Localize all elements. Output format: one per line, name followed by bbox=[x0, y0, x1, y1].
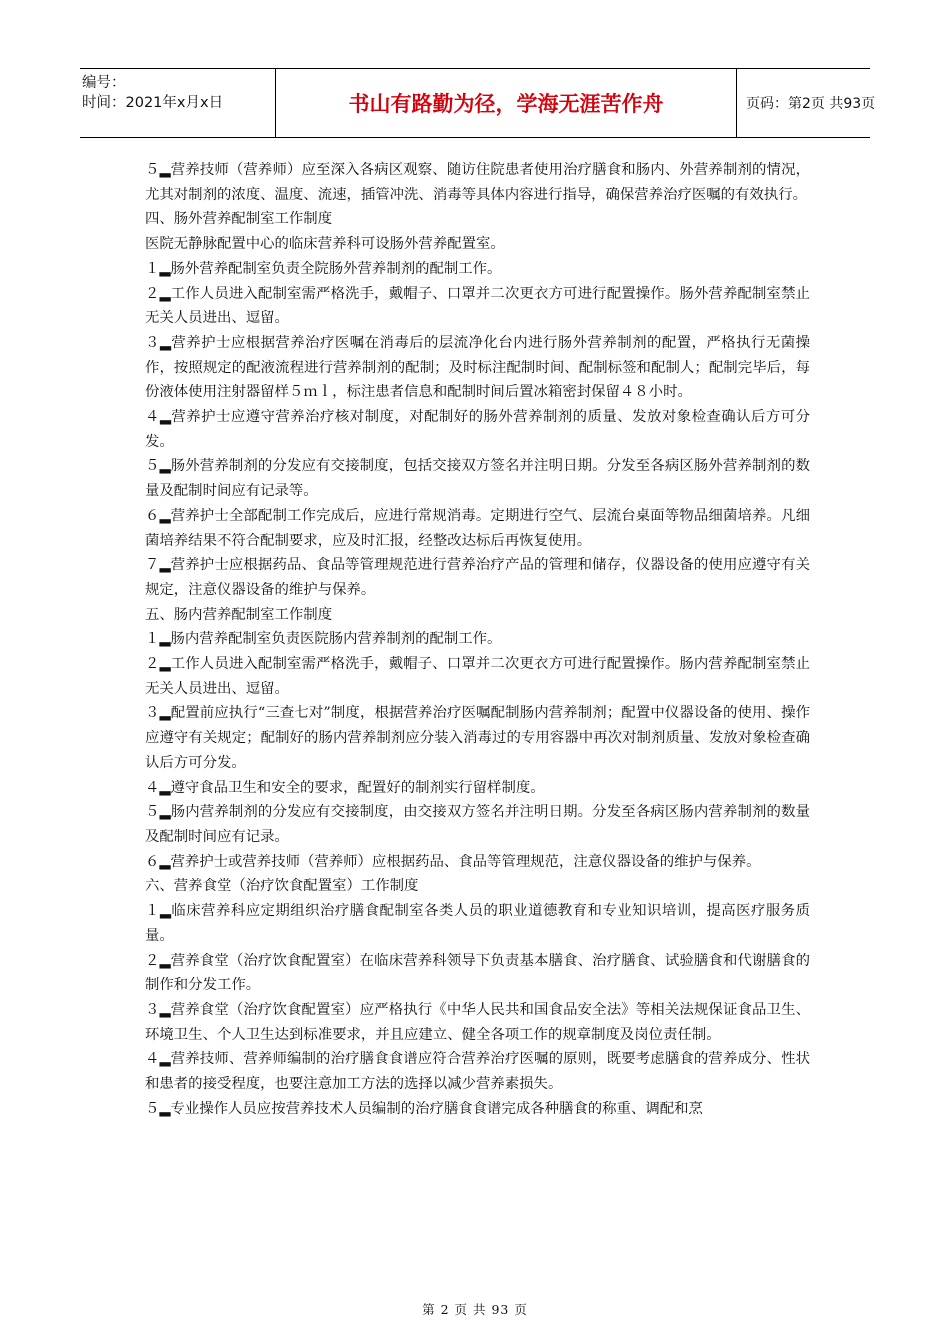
header-motto: 书山有路勤为径，学海无涯苦作舟 bbox=[276, 69, 737, 137]
paragraph: ４▂营养技师、营养师编制的治疗膳食食谱应符合营养治疗医嘱的原则，既要考虑膳食的营养成分、性状和患者的接受程度，也要注意加工方法的选择以减少营养素损失。 bbox=[145, 1051, 810, 1093]
doc-number-label: 编号： bbox=[82, 75, 126, 91]
paragraph: ５▂肠外营养制剂的分发应有交接制度，包括交接双方签名并注明日期。分发至各病区肠外营养制剂的数量及配制时间应有记录等。 bbox=[145, 458, 810, 500]
paragraph: ５▂专业操作人员应按营养技术人员编制的治疗膳食食谱完成各种膳食的称重、调配和烹 bbox=[145, 1100, 703, 1117]
page-header bbox=[80, 68, 876, 138]
header-meta bbox=[80, 69, 276, 137]
paragraph: ４▂营养护士应遵守营养治疗核对制度，对配制好的肠外营养制剂的质量、发放对象检查确认后方可分发。 bbox=[145, 409, 810, 450]
page-footer: 第 2 页 共 93 页 bbox=[422, 1302, 528, 1317]
paragraph: １▂肠内营养配制室负责医院肠内营养制剂的配制工作。 bbox=[145, 631, 502, 648]
paragraph: ３▂配置前应执行“三查七对”制度，根据营养治疗医嘱配制肠内营养制剂；配置中仪器设备的使用、操作应遵守有关规定；配制好的肠内营养制剂应分装入消毒过的专用容器中再次对制剂质量、发放对象检查确认后方可分发。 bbox=[145, 705, 810, 771]
section-heading: 四、肠外营养配制室工作制度 bbox=[145, 211, 333, 228]
paragraph: ３▂营养食堂（治疗饮食配置室）应严格执行《中华人民共和国食品安全法》等相关法规保证食品卫生、环境卫生、个人卫生达到标准要求，并且应建立、健全各项工作的规章制度及岗位责任制。 bbox=[145, 1001, 810, 1043]
paragraph: ３▂营养护士应根据营养治疗医嘱在消毒后的层流净化台内进行肠外营养制剂的配置，严格执行无菌操作，按照规定的配液流程进行营养制剂的配制；及时标注配制时间、配制标签和配制人；配制完毕后，每份液体使用注射器留样５ｍｌ，标注患者信息和配制时间后置冰箱密封保留４８小时。 bbox=[145, 334, 810, 401]
header-page-info: 页码：第2页 共93页 bbox=[746, 96, 876, 112]
paragraph: ２▂工作人员进入配制室需严格洗手，戴帽子、口罩并二次更衣方可进行配置操作。肠外营养配制室禁止无关人员进出、逗留。 bbox=[145, 285, 810, 327]
paragraph: ５▂营养技师（营养师）应至深入各病区观察、随访住院患者使用治疗膳食和肠内、外营养制剂的情况，尤其对制剂的浓度、温度、流速，插管冲洗、消毒等具体内容进行指导，确保营养治疗医嘱的有效执行。 bbox=[145, 162, 810, 203]
paragraph: ５▂肠内营养制剂的分发应有交接制度，由交接双方签名并注明日期。分发至各病区肠内营养制剂的数量及配制时间应有记录。 bbox=[145, 804, 810, 845]
paragraph: ２▂工作人员进入配制室需严格洗手，戴帽子、口罩并二次更衣方可进行配置操作。肠内营养配制室禁止无关人员进出、逗留。 bbox=[145, 656, 810, 697]
section-heading: 六、营养食堂（治疗饮食配置室）工作制度 bbox=[145, 878, 419, 895]
paragraph: １▂肠外营养配制室负责全院肠外营养制剂的配制工作。 bbox=[145, 260, 502, 277]
paragraph: ７▂营养护士应根据药品、食品等管理规范进行营养治疗产品的管理和储存，仪器设备的使用应遵守有关规定，注意仪器设备的维护与保养。 bbox=[145, 557, 810, 598]
paragraph: ２▂营养食堂（治疗饮食配置室）在临床营养科领导下负责基本膳食、治疗膳食、试验膳食和代谢膳食的制作和分发工作。 bbox=[145, 952, 810, 994]
doc-time-label: 时间：2021年x月x日 bbox=[82, 95, 224, 111]
document-body bbox=[145, 158, 810, 1121]
paragraph: ６▂营养护士全部配制工作完成后，应进行常规消毒。定期进行空气、层流台桌面等物品细菌培养。凡细菌培养结果不符合配制要求，应及时汇报，经整改达标后再恢复使用。 bbox=[145, 507, 810, 549]
section-heading: 五、肠内营养配制室工作制度 bbox=[145, 606, 333, 623]
paragraph: ６▂营养护士或营养技师（营养师）应根据药品、食品等管理规范，注意仪器设备的维护与保养。 bbox=[145, 853, 761, 870]
paragraph: 医院无静脉配置中心的临床营养科可设肠外营养配置室。 bbox=[145, 236, 505, 253]
paragraph: １▂临床营养科应定期组织治疗膳食配制室各类人员的职业道德教育和专业知识培训，提高医疗服务质量。 bbox=[145, 903, 810, 944]
paragraph: ４▂遵守食品卫生和安全的要求，配置好的制剂实行留样制度。 bbox=[145, 779, 545, 796]
